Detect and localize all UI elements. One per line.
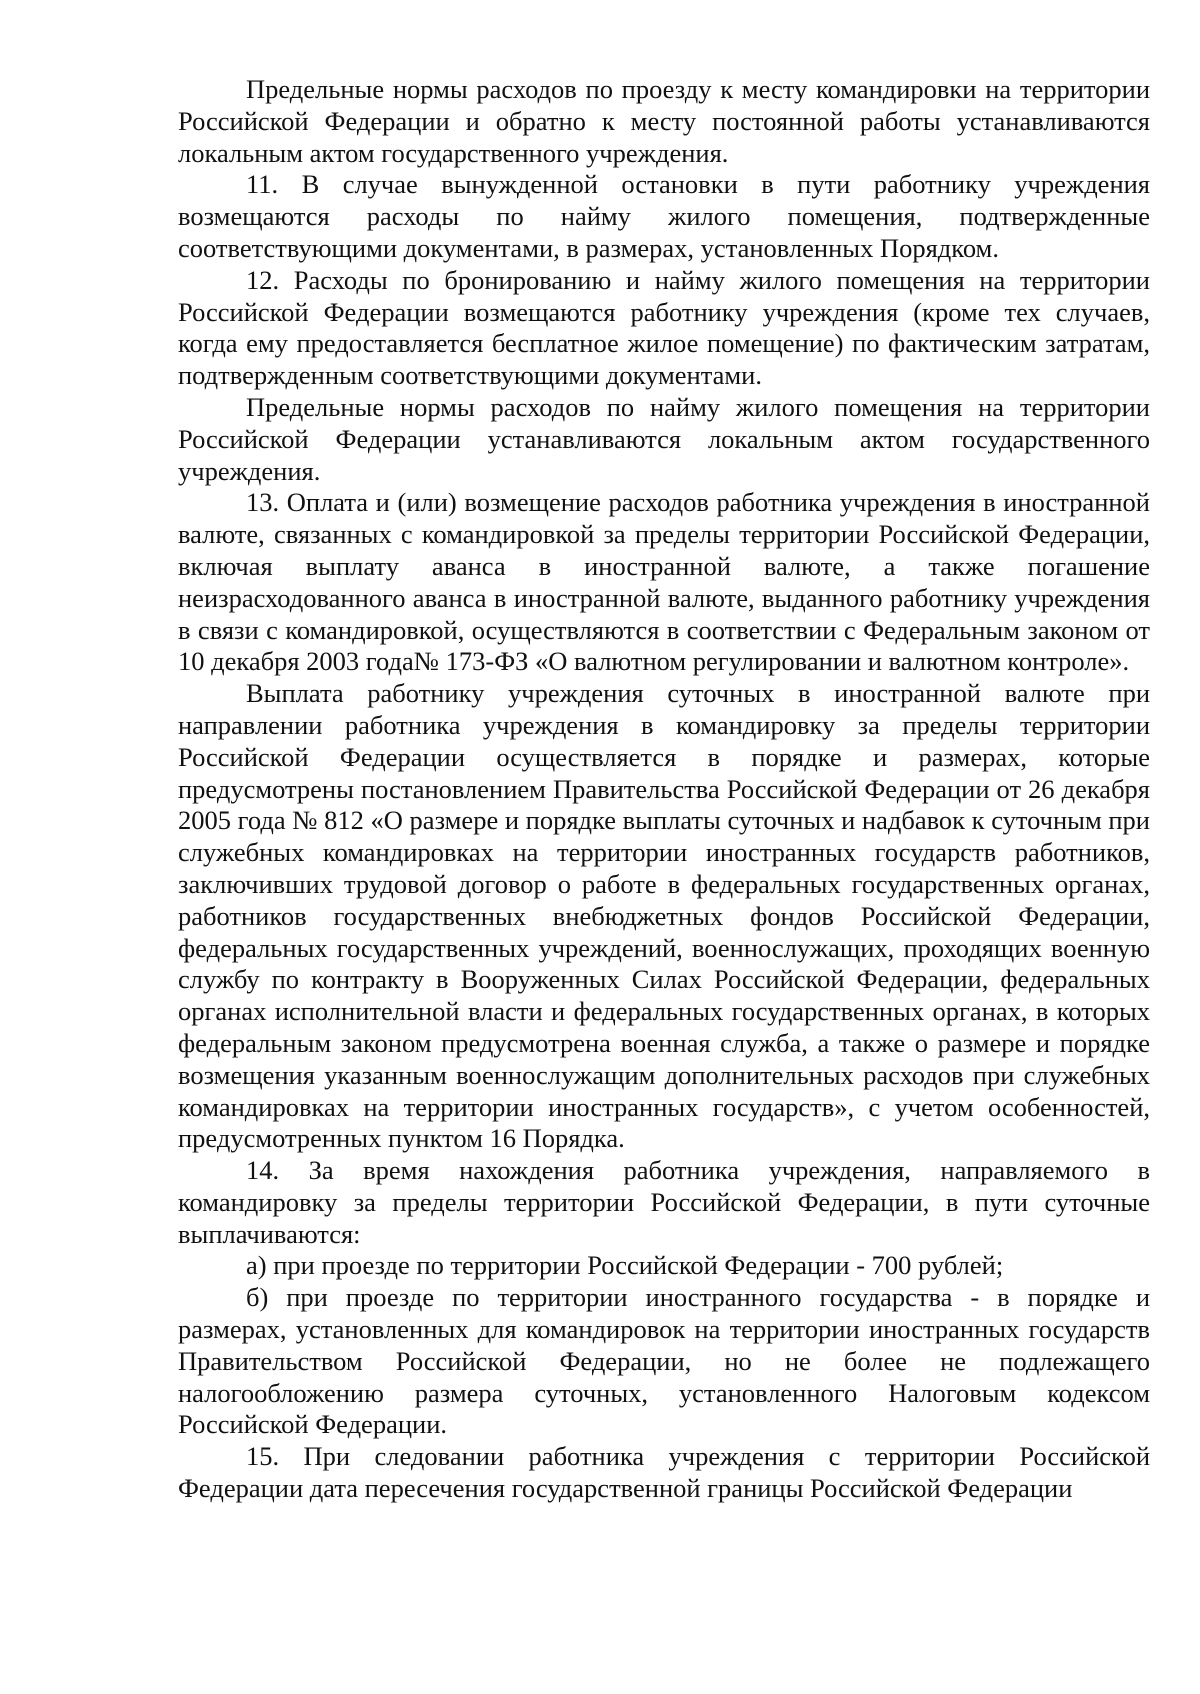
- paragraph-housing-limits: Предельные нормы расходов по найму жилого помещения на территории Российской Федерации устанавливаются локальным актом государственного учреждения.: [178, 391, 1150, 486]
- paragraph-14: 14. За время нахождения работника учреждения, направляемого в командировку за пределы территории Российской Федерации, в пути суточные выплачиваются:: [178, 1155, 1150, 1249]
- paragraph-14a: а) при проезде по территории Российской Федерации - 700 рублей;: [246, 1250, 1004, 1281]
- document-page: [178, 74, 1150, 1505]
- paragraph-11: 11. В случае вынужденной остановки в пути работнику учреждения возмещаются расходы по найму жилого помещения, подтвержденные соответствующими документами, в размерах, установленных Порядком.: [178, 169, 1150, 263]
- paragraph-per-diem-foreign: Выплата работнику учреждения суточных в иностранной валюте при направлении работника учреждения в командировку за пределы территории Российской Федерации осуществляется в порядке и размерах, которые предусмотрены постановлением Правительства Российской Федерации от 26 декабря 2005 года № 812 «О размере и порядке выплаты суточных и надбавок к суточным при служебных командировках на территории иностранных государств работников, заключивших трудовой договор о работе в федеральных государственных органах, работников государственных внебюджетных фондов Российской Федерации, федеральных государственных учреждений, военнослужащих, проходящих военную службу по контракту в Вооруженных Силах Российской Федерации, федеральных органах исполнительной власти и федеральных государственных органах, в которых федеральным законом предусмотрена военная служба, а также о размере и порядке возмещения указанным военнослужащим дополнительных расходов при служебных командировках на территории иностранных государств», с учетом особенностей, предусмотренных пунктом 16 Порядка.: [178, 678, 1150, 1154]
- paragraph-13: 13. Оплата и (или) возмещение расходов работника учреждения в иностранной валюте, связанных с командировкой за пределы территории Российской Федерации, включая выплату аванса в иностранной валюте, а также погашение неизрасходованного аванса в иностранной валюте, выданного работнику учреждения в связи с командировкой, осуществляются в соответствии с Федеральным законом от 10 декабря 2003 года№ 173-ФЗ «О валютном регулировании и валютном контроле».: [178, 487, 1150, 677]
- paragraph-12: 12. Расходы по бронированию и найму жилого помещения на территории Российской Федерации возмещаются работнику учреждения (кроме тех случаев, когда ему предоставляется бесплатное жилое помещение) по фактическим затратам, подтвержденным соответствующими документами.: [178, 264, 1150, 391]
- paragraph-15: 15. При следовании работника учреждения с территории Российской Федерации дата пересечения государственной границы Российской Федерации: [178, 1441, 1150, 1504]
- paragraph-14b: б) при проезде по территории иностранного государства - в порядке и размерах, установленных для командировок на территории иностранных государств Правительством Российской Федерации, но не более не подлежащего налогообложению размера суточных, установленного Налоговым кодексом Российской Федерации.: [178, 1282, 1150, 1440]
- paragraph-travel-limits: Предельные нормы расходов по проезду к месту командировки на территории Российской Федерации и обратно к месту постоянной работы устанавливаются локальным актом государственного учреждения.: [178, 74, 1150, 168]
